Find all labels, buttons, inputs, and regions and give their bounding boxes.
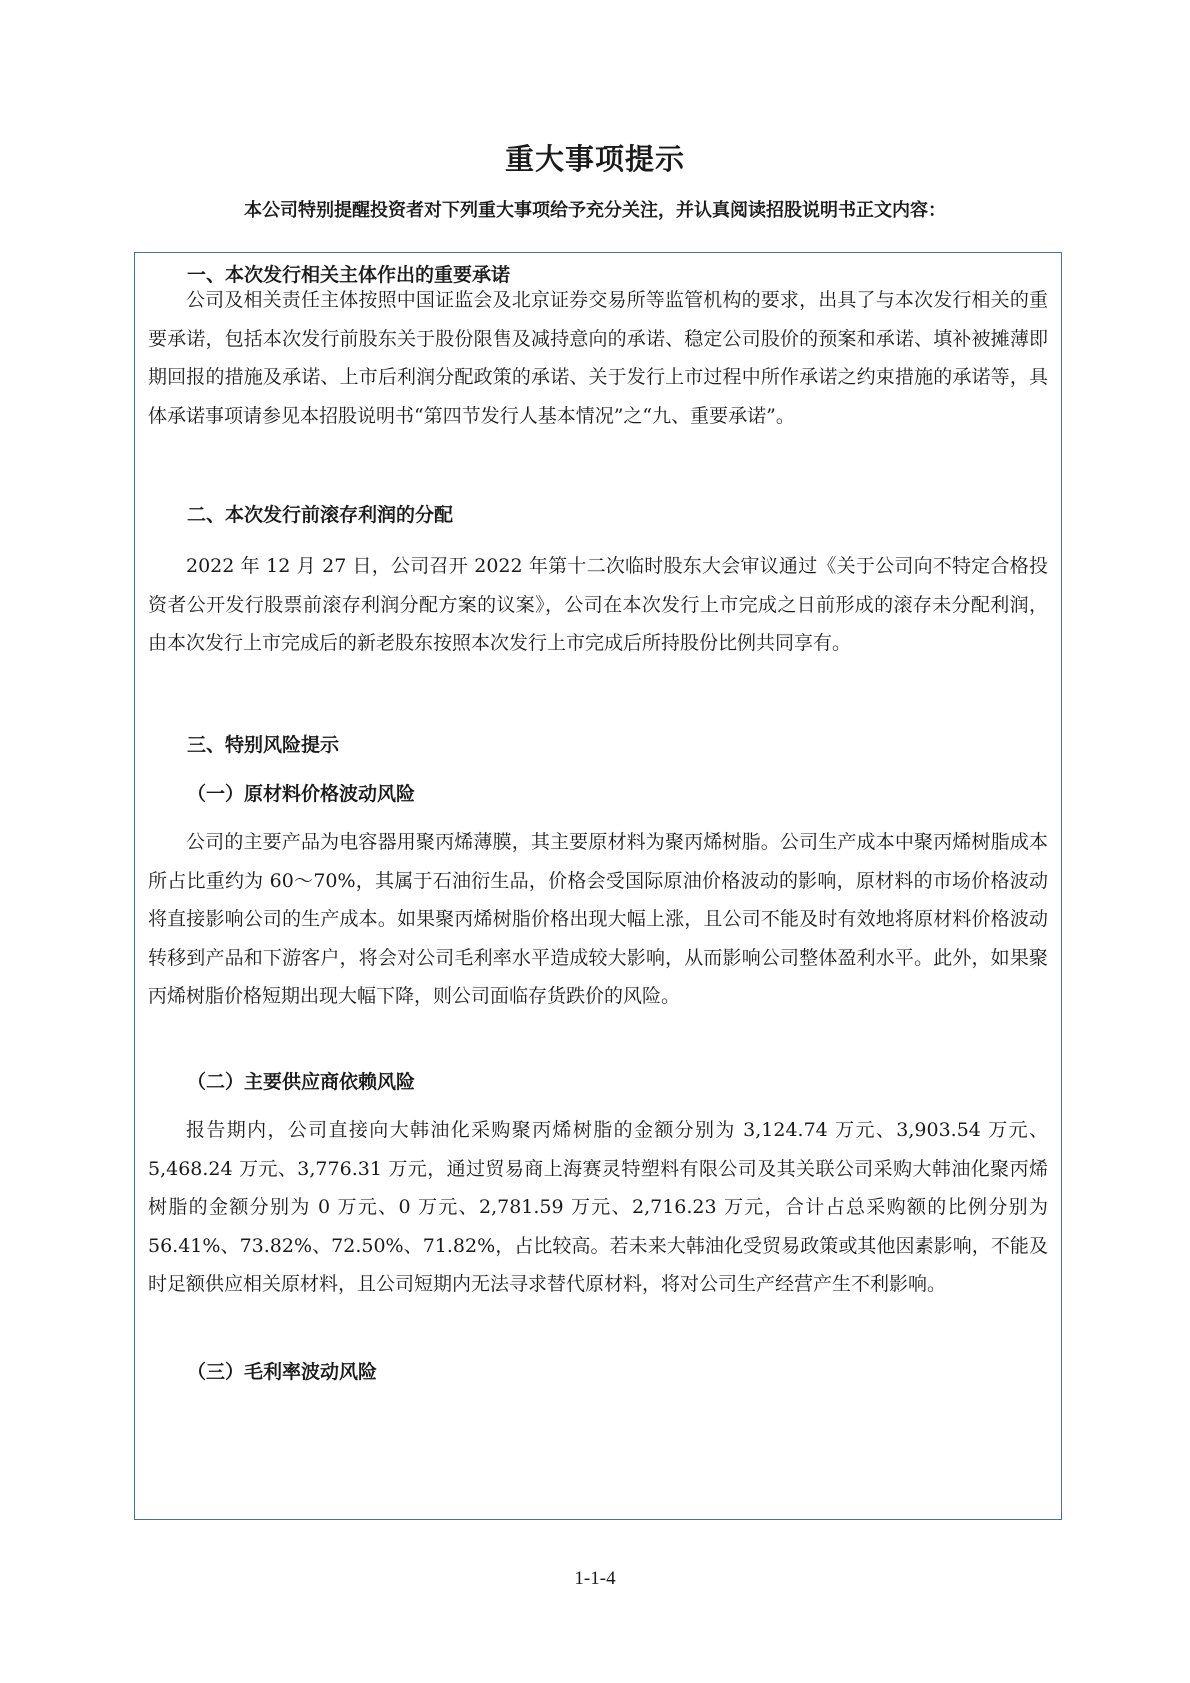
section-2-paragraph: 2022 年 12 月 27 日，公司召开 2022 年第十二次临时股东大会审议通过《关于公司向不特定合格投资者公开发行股票前滚存利润分配方案的议案》，公司在本次发行上市完成之日前形成的滚存未分配利润，由本次发行上市完成后的新老股东按照本次发行上市完成后所持股份比例共同享有。 [148,555,1048,655]
section-1-paragraph: 公司及相关责任主体按照中国证监会及北京证券交易所等监管机构的要求，出具了与本次发行相关的重要承诺，包括本次发行前股东关于股份限售及减持意向的承诺、稳定公司股价的预案和承诺、填补被摊薄即期回报的措施及承诺、上市后利润分配政策的承诺、关于发行上市过程中所作承诺之约束措施的承诺等，具体承诺事项请参见本招股说明书“第四节发行人基本情况”之“九、重要承诺”。 [148,289,1048,427]
subsection-1-paragraph: 公司的主要产品为电容器用聚丙烯薄膜，其主要原材料为聚丙烯树脂。公司生产成本中聚丙烯树脂成本所占比重约为 60～70%，其属于石油衍生品，价格会受国际原油价格波动的影响，原材料的市场价格波动将直接影响公司的生产成本。如果聚丙烯树脂价格出现大幅上涨，且公司不能及时有效地将原材料价格波动转移到产品和下游客户，将会对公司毛利率水平造成较大影响，从而影响公司整体盈利水平。此外，如果聚丙烯树脂价格短期出现大幅下降，则公司面临存货跌价的风险。 [148,831,1048,1008]
section-1-heading: 一、本次发行相关主体作出的重要承诺 [187,264,511,286]
section-2-heading: 二、本次发行前滚存利润的分配 [187,504,454,526]
content-box [134,252,1062,1520]
page-number: 1-1-4 [574,1568,616,1589]
page-subtitle: 本公司特别提醒投资者对下列重大事项给予充分关注，并认真阅读招股说明书正文内容： [244,200,946,221]
subsection-2-heading: （二）主要供应商依赖风险 [187,1071,416,1093]
page-title: 重大事项提示 [504,142,685,176]
subsection-2-paragraph: 报告期内，公司直接向大韩油化采购聚丙烯树脂的金额分别为 3,124.74 万元、3,903.54 万元、5,468.24 万元、3,776.31 万元，通过贸易商上海赛灵特塑料有限公司及其关联公司采购大韩油化聚丙烯树脂的金额分别为 0 万元、0 万元、2,781.59 万元、2,716.23 万元，合计占总采购额的比例分别为 56.41%、73.82%、72.50%、71.82%，占比较高。若未来大韩油化受贸易政策或其他因素影响，不能及时足额供应相关原材料，且公司短期内无法寻求替代原材料，将对公司生产经营产生不利影响。 [148,1119,1048,1296]
section-3-heading: 三、特别风险提示 [187,734,340,756]
subsection-3-heading: （三）毛利率波动风险 [187,1361,378,1383]
subsection-1-heading: （一）原材料价格波动风险 [187,783,416,805]
